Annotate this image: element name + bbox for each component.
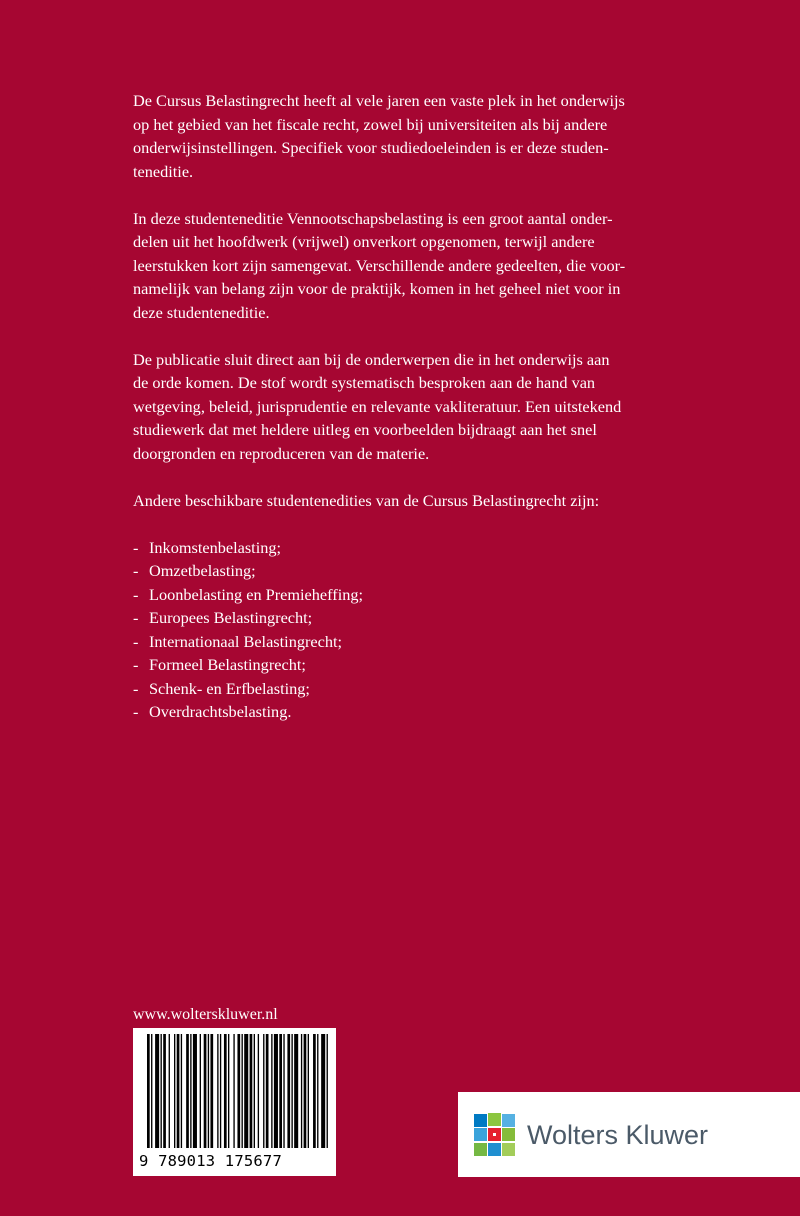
barcode-bar [291, 1034, 292, 1148]
back-cover-text [133, 89, 713, 724]
paragraph-line: De publicatie sluit direct aan bij de onderwerpen die in het onderwijs aan [133, 349, 610, 369]
isbn-barcode [133, 1028, 336, 1176]
paragraph-line: wetgeving, beleid, jurisprudentie en relevante vakliteratuur. Een uitstekend [133, 396, 622, 416]
barcode-bar [258, 1034, 259, 1148]
list-item [133, 630, 713, 654]
barcode-bar [308, 1034, 309, 1148]
barcode-bar [321, 1034, 325, 1148]
barcode-bar [155, 1034, 159, 1148]
barcode-bar [287, 1034, 290, 1148]
description-paragraph [133, 207, 713, 325]
barcode-bar [217, 1034, 218, 1148]
publisher-website[interactable]: www.wolterskluwer.nl [133, 1006, 278, 1023]
barcode-bar [242, 1034, 243, 1148]
list-item-label: Internationaal Belastingrecht; [149, 631, 343, 651]
publisher-logo-text: Wolters Kluwer [527, 1120, 709, 1150]
paragraph-line: leerstukken kort zijn samengevat. Verschillende andere gedeelten, die voor- [133, 255, 626, 275]
list-item-label: Formeel Belastingrecht; [149, 655, 306, 674]
barcode-bar [181, 1034, 182, 1148]
barcode-bar [317, 1034, 318, 1148]
wolters-kluwer-logo-icon [472, 1112, 518, 1158]
barcode-bar [220, 1034, 221, 1148]
barcode-bar [204, 1034, 207, 1148]
barcode-bar [208, 1034, 209, 1148]
barcode-bar [233, 1034, 234, 1148]
list-item [133, 583, 713, 607]
list-marker: - [133, 655, 139, 674]
paragraph-line: Andere beschikbare studentenedities van de Cursus Belastingrecht zijn: [133, 490, 600, 510]
paragraph-line: delen uit het hoofdwerk (vrijwel) onverkort opgenomen, terwijl andere [133, 232, 595, 251]
barcode-bar [190, 1034, 191, 1148]
barcode-bar [151, 1034, 152, 1148]
barcode-bar [313, 1034, 316, 1148]
list-item-label: Inkomstenbelasting; [149, 537, 282, 557]
list-item-label: Europees Belastingrecht; [149, 608, 313, 627]
paragraph-line: In deze studenteneditie Vennootschapsbelasting is een groot aantal onder- [133, 208, 613, 228]
barcode-bar [250, 1034, 253, 1148]
list-marker: - [133, 608, 139, 627]
list-item-label: Overdrachtsbelasting. [149, 702, 292, 721]
barcode-bar [200, 1034, 201, 1148]
barcode-bar [177, 1034, 180, 1148]
list-item [133, 700, 713, 724]
paragraph-line: de orde komen. De stof wordt systematisch besproken aan de hand van [133, 373, 596, 392]
description-paragraph [133, 89, 713, 183]
paragraph-line: op het gebied van het fiscale recht, zowel bij universiteiten als bij andere [133, 114, 608, 134]
barcode-bar [271, 1034, 272, 1148]
description-paragraph [133, 489, 713, 513]
barcode-bar [283, 1034, 284, 1148]
list-item [133, 677, 713, 701]
barcode-bar [224, 1034, 227, 1148]
publisher-logo [458, 1092, 800, 1177]
list-item [133, 536, 713, 560]
barcode-bar [186, 1034, 189, 1148]
barcode-bar [169, 1034, 170, 1148]
list-item [133, 559, 713, 583]
barcode-bar [301, 1034, 302, 1148]
description-paragraph [133, 348, 713, 466]
list-item [133, 606, 713, 630]
list-item-label: Loonbelasting en Premieheffing; [149, 584, 364, 604]
barcode-bar [163, 1034, 166, 1148]
barcode-bar [237, 1034, 240, 1148]
barcode-bar [274, 1034, 278, 1148]
barcode-bar [254, 1034, 255, 1148]
list-marker: - [133, 561, 139, 580]
barcode-bar [228, 1034, 229, 1148]
paragraph-line: teneditie. [133, 161, 194, 181]
barcode-bar [244, 1034, 248, 1148]
barcode-digits: 9 789013 175677 [139, 1152, 282, 1170]
paragraph-line: deze studenteneditie. [133, 302, 270, 322]
paragraph-line: studiewerk dat met heldere uitleg en voorbeelden bijdraagt aan het snel [133, 420, 597, 439]
barcode-bar [294, 1034, 298, 1148]
list-marker: - [133, 678, 139, 698]
barcode-bar [161, 1034, 162, 1148]
description-paragraphs [133, 89, 713, 512]
other-editions-list [133, 536, 713, 724]
barcode-bar [266, 1034, 269, 1148]
barcode-bar [327, 1034, 328, 1148]
paragraph-line: De Cursus Belastingrecht heeft al vele jaren een vaste plek in het onderwijs [133, 91, 625, 110]
barcode-bar [279, 1034, 282, 1148]
barcode-bar [193, 1034, 197, 1148]
barcode-bar [147, 1034, 150, 1148]
list-marker: - [133, 702, 139, 721]
barcode-bar [210, 1034, 213, 1148]
list-marker: - [133, 584, 139, 604]
barcode-bar [174, 1034, 175, 1148]
barcode-bar [304, 1034, 307, 1148]
paragraph-line: doorgronden en reproduceren van de materie. [133, 443, 430, 463]
list-item-label: Omzetbelasting; [149, 561, 256, 580]
list-item-label: Schenk- en Erfbelasting; [149, 678, 310, 698]
barcode-bar [263, 1034, 264, 1148]
list-marker: - [133, 537, 139, 557]
paragraph-line: onderwijsinstellingen. Specifiek voor studiedoeleinden is er deze studen- [133, 138, 609, 157]
paragraph-line: namelijk van belang zijn voor de praktijk, komen in het geheel niet voor in [133, 279, 621, 298]
list-marker: - [133, 631, 139, 651]
barcode-bars [133, 1028, 336, 1152]
list-item [133, 653, 713, 677]
